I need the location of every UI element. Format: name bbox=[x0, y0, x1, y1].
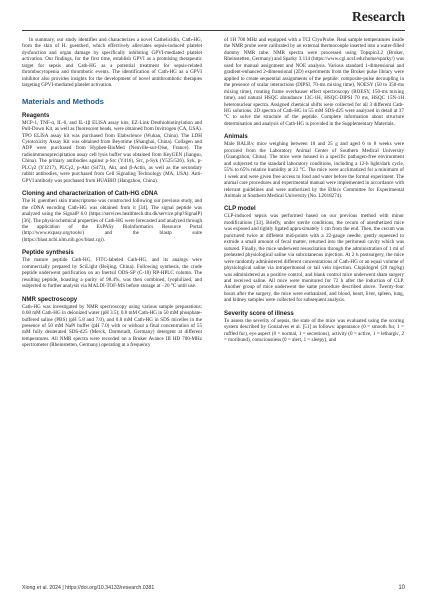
right-column bbox=[224, 37, 404, 344]
paragraph-severity-score: To assess the severity of sepsis, the state of the mice was evaluated using the scoring system described by Gonzalves et al. [51] as follows: appearance (0 = smooth fur, 1 = ruffled fur), eye aspect (0 = normal, 1 = secretions), activity (0 = active, 1 = lethargic, 2 = moribund), consciousness (0 = alert, 1 = sleepy), and bbox=[224, 317, 404, 344]
subheading-animals: Animals bbox=[224, 133, 248, 141]
subheading-clp-model: CLP model bbox=[224, 205, 256, 213]
header-rule bbox=[22, 30, 405, 31]
subheading-severity-score: Severity score of illness bbox=[224, 309, 294, 317]
page-number: 10 bbox=[398, 585, 405, 591]
paragraph-cloning: The H. guentheri skin transcriptome was constructed following our previous study, and the cDNA encoding Cath-HG was obtained from it [34]. The signal peptide was analyzed using the SignalP 6.0 (https://services.healthtech.dtu.dk/service.php?SignalP) [36]. The physicochemical properties of Cath-HG were forecasted and analyzed through the application of the ExPASy Bioinformatics Resource Portal (http://www.expasy.org/tools/) and the blastp suite (https://blast.ncbi.nlm.nih.gov/blast.cgi). bbox=[22, 198, 202, 243]
paragraph-reagents: MCP-1, TNF-α, IL-6, and IL-1β ELISA assay kits, EZ-Link Desthiobiotinylation and Pull-Down Kit, as well as fluorescent beads, were obtained from Invitrogen (CA, USA). TPO ELISA assay kit was purchased from Elabscience (Wuhan, China). The LDH Cytotoxicity Assay Kit was obtained from Beyotime (Shanghai, China). Collagen and ADP were purchased from Hyphen-BioMed (Neuville-sur-Oise, France). The radioimmunoprecipitation assay cell lysis buffer was obtained from KeyGEN (Jiangsu, China). The primary antibodies against p-Src (Y416), Src, p-Syk (Y525/526), Syk, p-PLCγ2 (Y1217), PLCγ2, p-Akt (S473), Akt, and β-Actin, as well as the secondary rabbit antibodies, were purchased from Cell Signaling Technology (MA, USA). Anti-GPVI antibody was purchased from HUABIO (Hangzhou, China). bbox=[22, 119, 202, 184]
paragraph-nmr-continued: of 1H 700 MHz and equipped with a TCI CryoProbe. Real sample temperatures inside the NMR probe were calibrated by an external thermocouple inserted into a water-filled dummy NMR tube. NMR spectra were processed using Topspin3.2 (Bruker, Rheinstetten, Germany) and Sparky 3.114 (https://www.cgl.ucsf.edu/home/sparky/) was used for manual assignment and NOE analysis. Various standard 1-dimensional and gradient-enhanced 2-dimensional (2D) experiments from the Bruker pulse library were applied to create sequential assignments of the peptide: composite-pulse decoupling in the presence of scalar interactions (DIPSI, 70-ms mixing time), NOESY (50 to 350-ms mixing time), rotating frame overhauser effect spectroscopy (ROESY, 150-ms mixing time), and natural HSQC abundance 13C-1H, HSQC-DIPSI 70 ms, HSQC 15N-1H heteronuclear spectra. Assigned chemical shifts were collected for all 3 different Cath-HG solutions. 2D spectra of Cath-HG in 55 mM SDS-d25 were analyzed in detail at 37 °C to solve the structure of the peptide. Complete information about structure determination and analysis of Cath-HG is provided in the Supplementary Materials. bbox=[224, 37, 404, 127]
subheading-peptide-synthesis: Peptide synthesis bbox=[22, 249, 74, 257]
left-column bbox=[22, 37, 202, 349]
subheading-nmr: NMR spectroscopy bbox=[22, 295, 78, 303]
intro-paragraph: In summary, our study identifies and characterizes a novel Cathelicidin, Cath-HG, from the skin of H. guentheri, which effectively alleviates sepsis-induced platelet dysfunction and organ damage by specifically inhibiting GPVI-mediated platelet activation. Our findings, for the first time, establish GPVI as a promising therapeutic target for sepsis and Cath-HG as a potential treatment for sepsis-related thrombocytopenia and thrombotic events. The identification of Cath-HG as a GPVI inhibitor also provides insights for the development of novel antithrombotic therapies targeting GPVI-mediated platelet activation. bbox=[22, 37, 202, 89]
paragraph-peptide-synthesis: The mature peptide Cath-HG, FITC-labeled Cath-HG, and its analogs were commercially prepared by SciLight (Beijing, China). Following synthesis, the crude peptide underwent purification on an Inertsil ODS-SP (C-18) RP-HPLC column. The resulting peptide, boasting a purity of 98.4%, was then combined, lyophilized, and subjected to further analysis via MALDI-TOF-MS before storage at −20 °C until use. bbox=[22, 257, 202, 290]
journal-name: Research bbox=[352, 9, 405, 24]
section-heading-materials-methods: Materials and Methods bbox=[22, 96, 104, 106]
subheading-reagents: Reagents bbox=[22, 111, 50, 119]
paragraph-nmr: Cath-HG was investigated by NMR spectroscopy using various sample preparations: 0.68 mM Cath-HG in deionized water (pH 3.5); 0.8 mM Cath-HG in 50 mM phosphate-buffered saline (PBS) (pH 5.8 and 7.0), and 0.8 mM Cath-HG in SDS micelles in the presence of 50 mM NaPi buffer (pH 7.0) with or without a final concentration of 55 mM fully deuterated SDS-d25 (Merck, Darmstadt, Germany) detergent at different temperatures. All NMR spectra were recorded on a Bruker Avance III HD 700-MHz spectrometer (Rheinstetten, Germany) operating at a frequency bbox=[22, 303, 202, 349]
paragraph-animals: Male BALB/c mice weighing between 18 and 25 g and aged 6 to 8 weeks were procured from the Laboratory Animal Center of Southern Medical University (Guangzhou, China). The mice were housed in a specific pathogen-free environment and subjected to the standard laboratory conditions, including a 12-h light/dark cycle, 55% to 65% relative humidity at 22 °C. The mice were acclimatized for a minimum of 1 week and were given free access to food and water before the formal experiment. The animal care procedures and experimental manual were implemented in accordance with relevant guidelines and were authorized by the Ethics Committee for Experimental Animals at Southern Medical University (No. L2018274). bbox=[224, 141, 404, 199]
footer-citation: Xiong et al. 2024 | https://doi.org/10.34133/research.0381 bbox=[22, 585, 155, 591]
subheading-cloning: Cloning and characterization of Cath-HG cDNA bbox=[22, 190, 158, 198]
paragraph-clp-model: CLP-induced sepsis was performed based on our previous method with minor modifications [33]. Briefly, under sterile conditions, the cecum of anesthetized mice was exposed and tightly ligated approximately 1 cm from the end. Then, the cecum was punctured twice at different mid-points with a 22-gauge needle, gently squeezed to extrude a small amount of fecal matter, returned into the peritoneal cavity which was sutured. Finally, the mice underwent resuscitation through the administration of 1 ml of preheated physiological saline via subcutaneous injection. At 2 h postsurgery, the mice were randomly administered different concentrations of Cath-HG or an equal volume of physiological saline via intraperitoneal or tail vein injection. Clopidogrel (20 mg/kg) was administered as a positive control, and blank control mice underwent sham surgery and received saline. All mice were monitored for 72 h after the induction of CLP. Another group of mice underwent the same procedure described above. Twenty-four hours after the surgery, the mice were euthanized, and blood, heart, liver, spleen, lung, and kidney samples were collected for subsequent analysis. bbox=[224, 213, 404, 304]
